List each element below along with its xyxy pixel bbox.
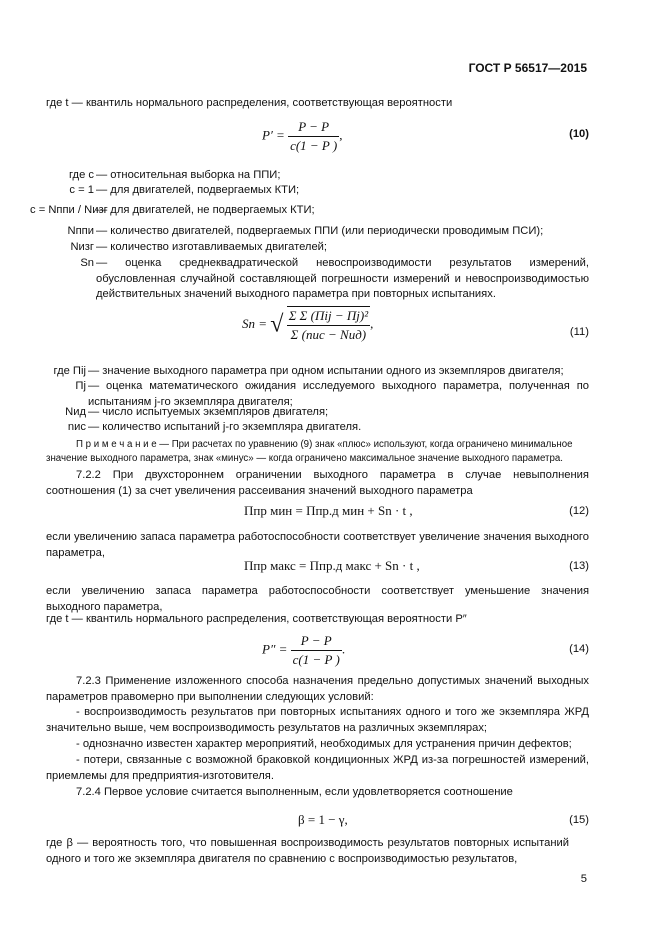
paragraph-7-2-3: 7.2.3 Применение изложенного способа назначения предельно допустимых значений выходных параметров правомерно при выполнении следующих условий: xyxy=(46,675,589,703)
equation-15: β = 1 − γ, xyxy=(298,812,348,827)
eq11-numerator: Σ Σ (Πij − Πj)² xyxy=(287,307,370,326)
equation-10: P′ = $\frac{P - P}{c(1 - P )}$ , xyxy=(262,118,342,155)
equation-12: Πпр мин = Πпр.д мин + Sn · t , xyxy=(244,503,413,518)
def1-sym-5: Sn xyxy=(80,257,94,269)
def2-sym-1: Πj xyxy=(75,380,86,392)
standard-header: ГОСТ Р 56517—2015 xyxy=(468,61,587,75)
eq10-denominator: c(1 − P ) xyxy=(290,138,338,154)
def1-text-1: — для двигателей, подвергаемых КТИ; xyxy=(96,184,300,196)
paragraph-7-2-2: 7.2.2 При двухстороннем ограничении выходного параметра в случае невыполнения соотношения (1) за счет увеличения рассеивания значений выходного параметра xyxy=(46,469,589,497)
def2-sym-2: Nид xyxy=(65,406,86,418)
def1-sym-4: Nизг xyxy=(70,241,94,253)
eq15-number: (15) xyxy=(569,814,589,826)
eq11-label: Sn = xyxy=(242,316,268,332)
def1-text-0: — относительная выборка на ППИ; xyxy=(96,169,281,181)
def1-text-5: — оценка среднеквадратической невоспроизводимости результатов измерений, обусловленная случайной составляющей погрешности измерений и невоспроизводимостью действительных значений выходного параметра при повторных испытаниях. xyxy=(96,257,589,301)
def2-text-1: — оценка математического ожидания исследуемого выходного параметра, полученная по испытаниям j-го экземпляра двигателя; xyxy=(88,380,589,408)
def2-sym-3: nис xyxy=(67,421,86,433)
final-definition: где β — вероятность того, что повышенная воспроизводимость результатов повторных испытаний одного и того же экземпляра двигателя по сравнению с воспроизводимостью результатов, xyxy=(46,837,569,865)
def1-text-3: — количество двигателей, подвергаемых ППИ (или периодически проводимым ПСИ); xyxy=(96,225,544,237)
def2-text-3: — количество испытаний j-го экземпляра двигателя. xyxy=(88,421,362,433)
def2-sym-0: где Πij xyxy=(53,365,86,377)
condition-1: - воспроизводимость результатов при повторных испытаниях одного и того же экземпляра ЖРД значительно выше, чем воспроизводимость результатов на различных экземплярах; xyxy=(46,706,589,734)
line-before-eq14: где t — квантиль нормального распределения, соответствующая вероятности P″ xyxy=(46,613,467,625)
def1-sym-0: где c xyxy=(68,169,94,181)
def1-text-4: — количество изготавливаемых двигателей; xyxy=(96,241,328,253)
equation-11: Sn = √ $\frac{\text{Σ Σ (Πij − Πj)²}}{\text{Σ (nис − Nид)}}$ , xyxy=(242,306,373,344)
eq14-numerator: P − P xyxy=(291,632,342,651)
eq10-numerator: P − P xyxy=(288,118,339,137)
eq10-number: (10) xyxy=(569,128,589,140)
def2-text-0: — значение выходного параметра при одном испытании одного из экземпляров двигателя; xyxy=(88,365,564,377)
page-number: 5 xyxy=(580,873,587,885)
note: П р и м е ч а н и е — При расчетах по уравнению (9) знак «плюс» используют, когда ограничено минимальное значение выходного параметра, знак «минус» — когда ограничено максимальное значение выходного параметра. xyxy=(46,439,573,464)
eq14-denominator: c(1 − P ) xyxy=(292,652,340,668)
condition-2: - однозначно известен характер мероприятий, необходимых для устранения причин дефектов; xyxy=(76,738,572,750)
equation-14: P″ = $\frac{P - P}{c(1 - P )}$ . xyxy=(262,632,345,669)
eq10-label: P′ = xyxy=(262,127,285,143)
eq12-number: (12) xyxy=(569,505,589,517)
condition-3: - потери, связанные с возможной браковкой кондиционных ЖРД из-за погрешностей измерений, приемлемы для предприятия-изготовителя. xyxy=(46,754,589,782)
def1-sym-1: c = 1 xyxy=(69,184,94,196)
eq14-label: P″ = xyxy=(262,641,288,657)
eq14-number: (14) xyxy=(569,643,589,655)
eq11-number: (11) xyxy=(569,326,589,338)
def2-text-2: — число испытуемых экземпляров двигателя; xyxy=(88,406,329,418)
equation-13: Πпр макс = Πпр.д макс + Sn · t , xyxy=(244,558,420,573)
def1-text-2: — для двигателей, не подвергаемых КТИ; xyxy=(96,204,315,216)
eq13-number: (13) xyxy=(569,560,589,572)
intro-line: где t — квантиль нормального распределения, соответствующая вероятности xyxy=(46,97,453,109)
def1-sym-2: c = Nппи / Nизг xyxy=(30,204,108,216)
after-eq12: если увеличению запаса параметра работоспособности соответствует увеличение значения выходного параметра, xyxy=(46,531,589,559)
def1-sym-3: Nппи xyxy=(67,225,94,237)
paragraph-7-2-4: 7.2.4 Первое условие считается выполненным, если удовлетворяется соотношение xyxy=(76,786,513,798)
eq11-denominator: Σ (nис − Nид) xyxy=(290,327,367,343)
after-eq13: если увеличению запаса параметра работоспособности соответствует уменьшение значения выходного параметра, xyxy=(46,585,589,613)
